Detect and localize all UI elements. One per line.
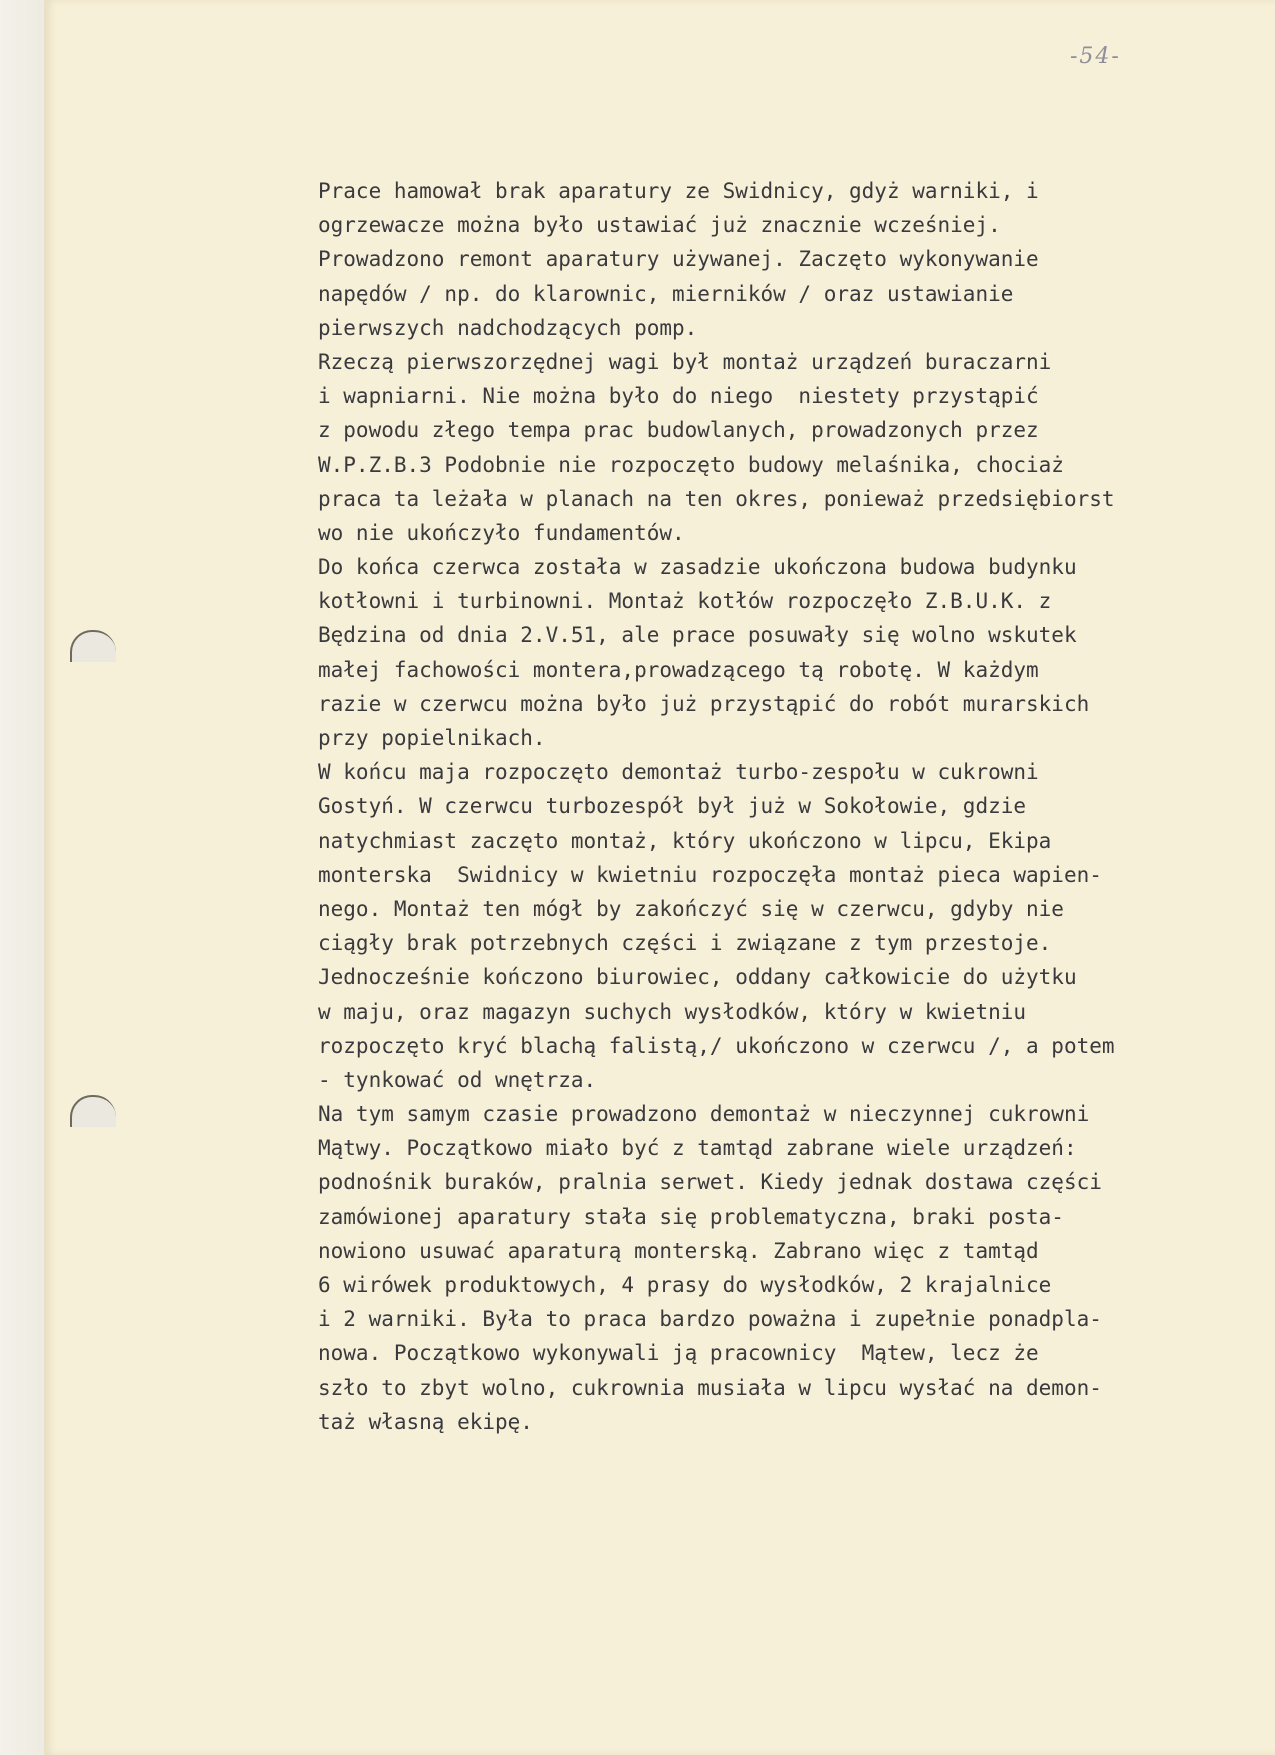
text-line-27: - tynkować od wnętrza. [318,1067,597,1092]
text-line-1: Prace hamował brak aparatury ze Swidnicy, gdyż warniki, i [318,179,1039,203]
text-line-30: podnośnik buraków, pralnia serwet. Kiedy jednak dostawa części [318,1170,1102,1195]
text-line-11: wo nie ukończyło fundamentów. [318,520,685,545]
text-line-12: Do końca czerwca została w zasadzie ukończona budowa budynku [318,555,1077,580]
text-line-21: monterska Swidnicy w kwietniu rozpoczęła montaż pieca wapien- [318,862,1102,887]
text-line-37: taż własną ekipę. [318,1409,533,1434]
text-line-19: Gostyń. W czerwcu turbozespół był już w Sokołowie, gdzie [318,794,1027,819]
text-line-26: rozpoczęto kryć blachą falistą,/ ukończono w czerwcu /, a potem [318,1033,1115,1058]
text-line-10: praca ta leżała w planach na ten okres, ponieważ przedsiębiorst [318,486,1115,511]
text-line-3: Prowadzono remont aparatury używanej. Zaczęto wykonywanie [318,247,1039,272]
text-line-36: szło to zbyt wolno, cukrownia musiała w lipcu wysłać na demon- [318,1375,1102,1400]
text-line-16: razie w czerwcu można było już przystąpić do robót murarskich [318,691,1090,716]
text-line-7: i wapniarni. Nie można było do niego niestety przystąpić [318,384,1039,409]
text-line-23: ciągły brak potrzebnych części i związane z tym przestoje. [318,931,1052,956]
text-line-13: kotłowni i turbinowni. Montaż kotłów rozpoczęło Z.B.U.K. z [318,589,1052,614]
text-line-28: Na tym samym czasie prowadzono demontaż w nieczynnej cukrowni [318,1102,1090,1127]
text-line-5: pierwszych nadchodzących pomp. [318,315,698,340]
text-line-34: i 2 warniki. Była to praca bardzo poważna i zupełnie ponadpla- [318,1307,1102,1332]
text-line-22: nego. Montaż ten mógł by zakończyć się w czerwcu, gdyby nie [318,896,1064,921]
text-line-8: z powodu złego tempa prac budowlanych, prowadzonych przez [318,418,1039,443]
text-line-15: małej fachowości montera,prowadzącego tą robotę. W każdym [318,657,1039,682]
text-line-17: przy popielnikach. [318,726,546,750]
page-number: -54- [1070,44,1121,69]
typed-text-body [318,174,1275,1439]
text-line-35: nowa. Początkowo wykonywali ją pracownicy Mątew, lecz że [318,1341,1039,1366]
scan-background [0,0,44,1755]
text-line-25: w maju, oraz magazyn suchych wysłodków, który w kwietniu [318,999,1027,1024]
text-line-4: napędów / np. do klarownic, mierników / oraz ustawianie [318,281,1014,306]
text-line-20: natychmiast zaczęto montaż, który ukończono w lipcu, Ekipa [318,828,1052,853]
text-line-24: Jednocześnie kończono biurowiec, oddany całkowicie do użytku [318,965,1077,990]
text-line-31: zamówionej aparatury stała się problematyczna, braki posta- [318,1204,1064,1229]
text-line-32: nowiono usuwać aparaturą monterską. Zabrano więc z tamtąd [318,1238,1039,1263]
text-line-18: W końcu maja rozpoczęto demontaż turbo-zespołu w cukrowni [318,760,1039,785]
text-line-14: Będzina od dnia 2.V.51, ale prace posuwały się wolno wskutek [318,623,1077,648]
text-line-6: Rzeczą pierwszorzędnej wagi był montaż urządzeń buraczarni [318,349,1052,374]
text-line-2: ogrzewacze można było ustawiać już znacznie wcześniej. [318,213,1001,238]
text-line-9: W.P.Z.B.3 Podobnie nie rozpoczęto budowy melaśnika, chociaż [318,452,1064,477]
text-line-29: Mątwy. Początkowo miało być z tamtąd zabrane wiele urządzeń: [318,1136,1077,1161]
text-line-33: 6 wirówek produktowych, 4 prasy do wysłodków, 2 krajalnice [318,1273,1052,1297]
